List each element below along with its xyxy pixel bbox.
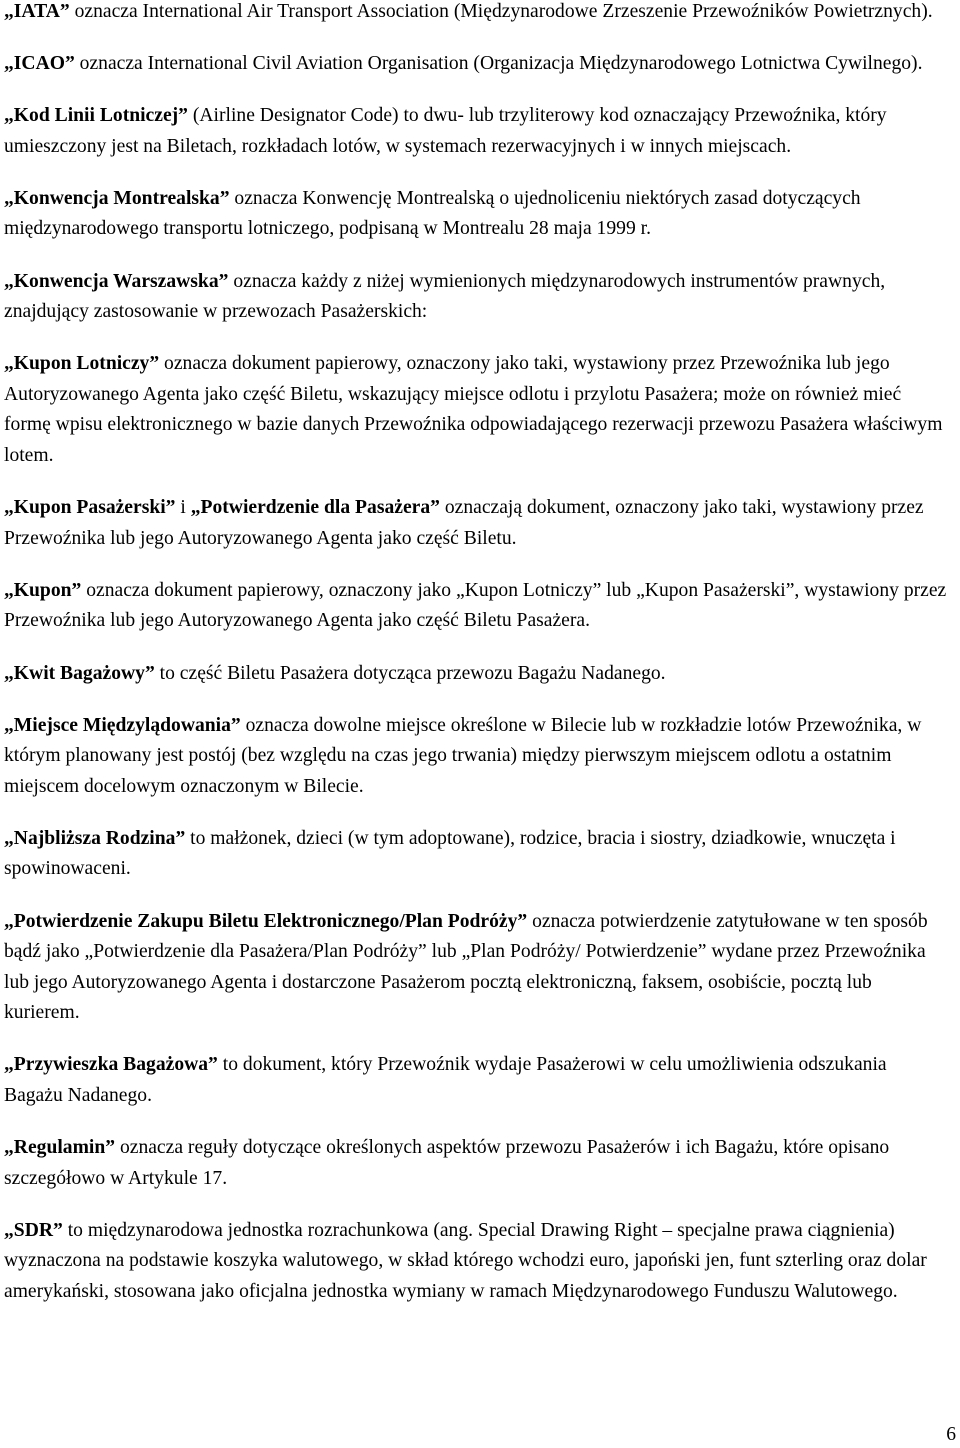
definition-paragraph — [4, 907, 950, 1029]
definition-paragraph — [4, 0, 950, 28]
definition-term: „Potwierdzenie Zakupu Biletu Elektronicznego/Plan Podróży” — [4, 910, 528, 932]
definition-text: i — [175, 497, 191, 519]
definition-term: „Kupon Lotniczy” — [4, 353, 160, 375]
definition-paragraph — [4, 101, 950, 162]
definition-term: „SDR” — [4, 1219, 63, 1241]
definition-paragraph — [4, 493, 950, 554]
definition-term: „Kupon Pasażerski” — [4, 497, 176, 519]
definition-paragraph — [4, 659, 950, 690]
definition-text: oznacza International Air Transport Association (Międzynarodowe Zrzeszenie Przewoźników Powietrznych). — [69, 1, 933, 22]
definition-text: to małżonek, dzieci (w tym adoptowane), rodzice, bracia i siostry, dziadkowie, wnuczęta i spowinowaceni. — [4, 827, 896, 880]
definition-term: „Regulamin” — [4, 1137, 116, 1159]
definition-term: „Konwencja Warszawska” — [4, 270, 229, 292]
definition-term: „Miejsce Międzylądowania” — [4, 714, 241, 736]
definition-term: „Kupon” — [4, 579, 82, 601]
definition-term: „Kod Linii Lotniczej” — [4, 105, 188, 127]
definition-term: „Przywieszka Bagażowa” — [4, 1054, 218, 1076]
definition-paragraph — [4, 1133, 950, 1194]
definition-paragraph — [4, 711, 950, 803]
definition-term: „Kwit Bagażowy” — [4, 662, 155, 684]
definition-term: „Najbliższa Rodzina” — [4, 827, 186, 849]
definition-term: „IATA” — [4, 1, 70, 22]
definition-paragraph — [4, 824, 950, 885]
definition-term: „ICAO” — [4, 53, 75, 75]
definition-text: (Airline Designator Code) to dwu- lub trzyliterowy kod oznaczający Przewoźnika, który umieszczony jest na Biletach, rozkładach lotów, w systemach rezerwacyjnych i w innych miejscach. — [4, 105, 887, 157]
definition-text: oznaczają dokument, oznaczony jako taki, wystawiony przez Przewoźnika lub jego Autoryzowanego Agenta jako część Biletu. — [4, 497, 924, 549]
definition-text: oznacza reguły dotyczące określonych aspektów przewozu Pasażerów i ich Bagażu, które opisano szczegółowo w Artykule 17. — [4, 1137, 890, 1189]
definition-text: to część Biletu Pasażera dotycząca przewozu Bagażu Nadanego. — [154, 662, 666, 684]
definition-paragraph — [4, 576, 950, 637]
definition-text: to międzynarodowa jednostka rozrachunkowa (ang. Special Drawing Right – specjalne prawa ciągnienia) wyznaczona na podstawie koszyka walutowego, w skład którego wchodzi euro, japoński jen, funt szterling oraz dolar amerykański, stosowana jako oficjalna jednostka wymiany w ramach Międzynarodowego Funduszu Walutowego. — [4, 1219, 927, 1302]
page-number: 6 — [946, 1424, 956, 1445]
definition-term: „Potwierdzenie dla Pasażera” — [190, 497, 440, 519]
definitions-list — [4, 0, 950, 1308]
definition-text: oznacza International Civil Aviation Organisation (Organizacja Międzynarodowego Lotnictwa Cywilnego). — [74, 53, 923, 75]
definition-text: oznacza potwierdzenie zatytułowane w ten sposób bądź jako „Potwierdzenie dla Pasażera/Plan Podróży” lub „Plan Podróży/ Potwierdzenie” wydane przez Przewoźnika lub jego Autoryzowanego Agenta i dostarczone Pasażerom pocztą elektroniczną, faksem, osobiście, pocztą lub kurierem. — [4, 910, 928, 1024]
definition-paragraph — [4, 49, 950, 80]
definition-paragraph — [4, 349, 950, 471]
definition-paragraph — [4, 184, 950, 245]
definition-paragraph — [4, 267, 950, 328]
definition-text: oznacza dokument papierowy, oznaczony jako taki, wystawiony przez Przewoźnika lub jego Autoryzowanego Agenta jako część Biletu, wskazujący miejsce odlotu i przylotu Pasażera; może on również mieć formę wpisu elektronicznego w bazie danych Przewoźnika odpowiadającego rezerwacji przewozu Pasażera właściwym lotem. — [4, 353, 943, 467]
document-page — [4, 0, 950, 1329]
definition-text: oznacza każdy z niżej wymienionych międzynarodowych instrumentów prawnych, znajdujący zastosowanie w przewozach Pasażerskich: — [4, 270, 886, 323]
definition-text: oznacza Konwencję Montrealską o ujednoliceniu niektórych zasad dotyczących międzynarodowego transportu lotniczego, podpisaną w Montrealu 28 maja 1999 r. — [4, 187, 861, 240]
definition-term: „Konwencja Montrealska” — [4, 187, 230, 209]
definition-text: to dokument, który Przewoźnik wydaje Pasażerowi w celu umożliwienia odszukania Bagażu Nadanego. — [4, 1054, 887, 1107]
definition-paragraph — [4, 1050, 950, 1111]
definition-paragraph — [4, 1216, 950, 1308]
definition-text: oznacza dokument papierowy, oznaczony jako „Kupon Lotniczy” lub „Kupon Pasażerski”, wystawiony przez Przewoźnika lub jego Autoryzowanego Agenta jako część Biletu Pasażera. — [4, 579, 947, 632]
definition-text: oznacza dowolne miejsce określone w Bilecie lub w rozkładzie lotów Przewoźnika, w którym planowany jest postój (bez względu na czas jego trwania) między pierwszym miejscem odlotu a ostatnim miejscem docelowym oznaczonym w Bilecie. — [4, 714, 922, 797]
